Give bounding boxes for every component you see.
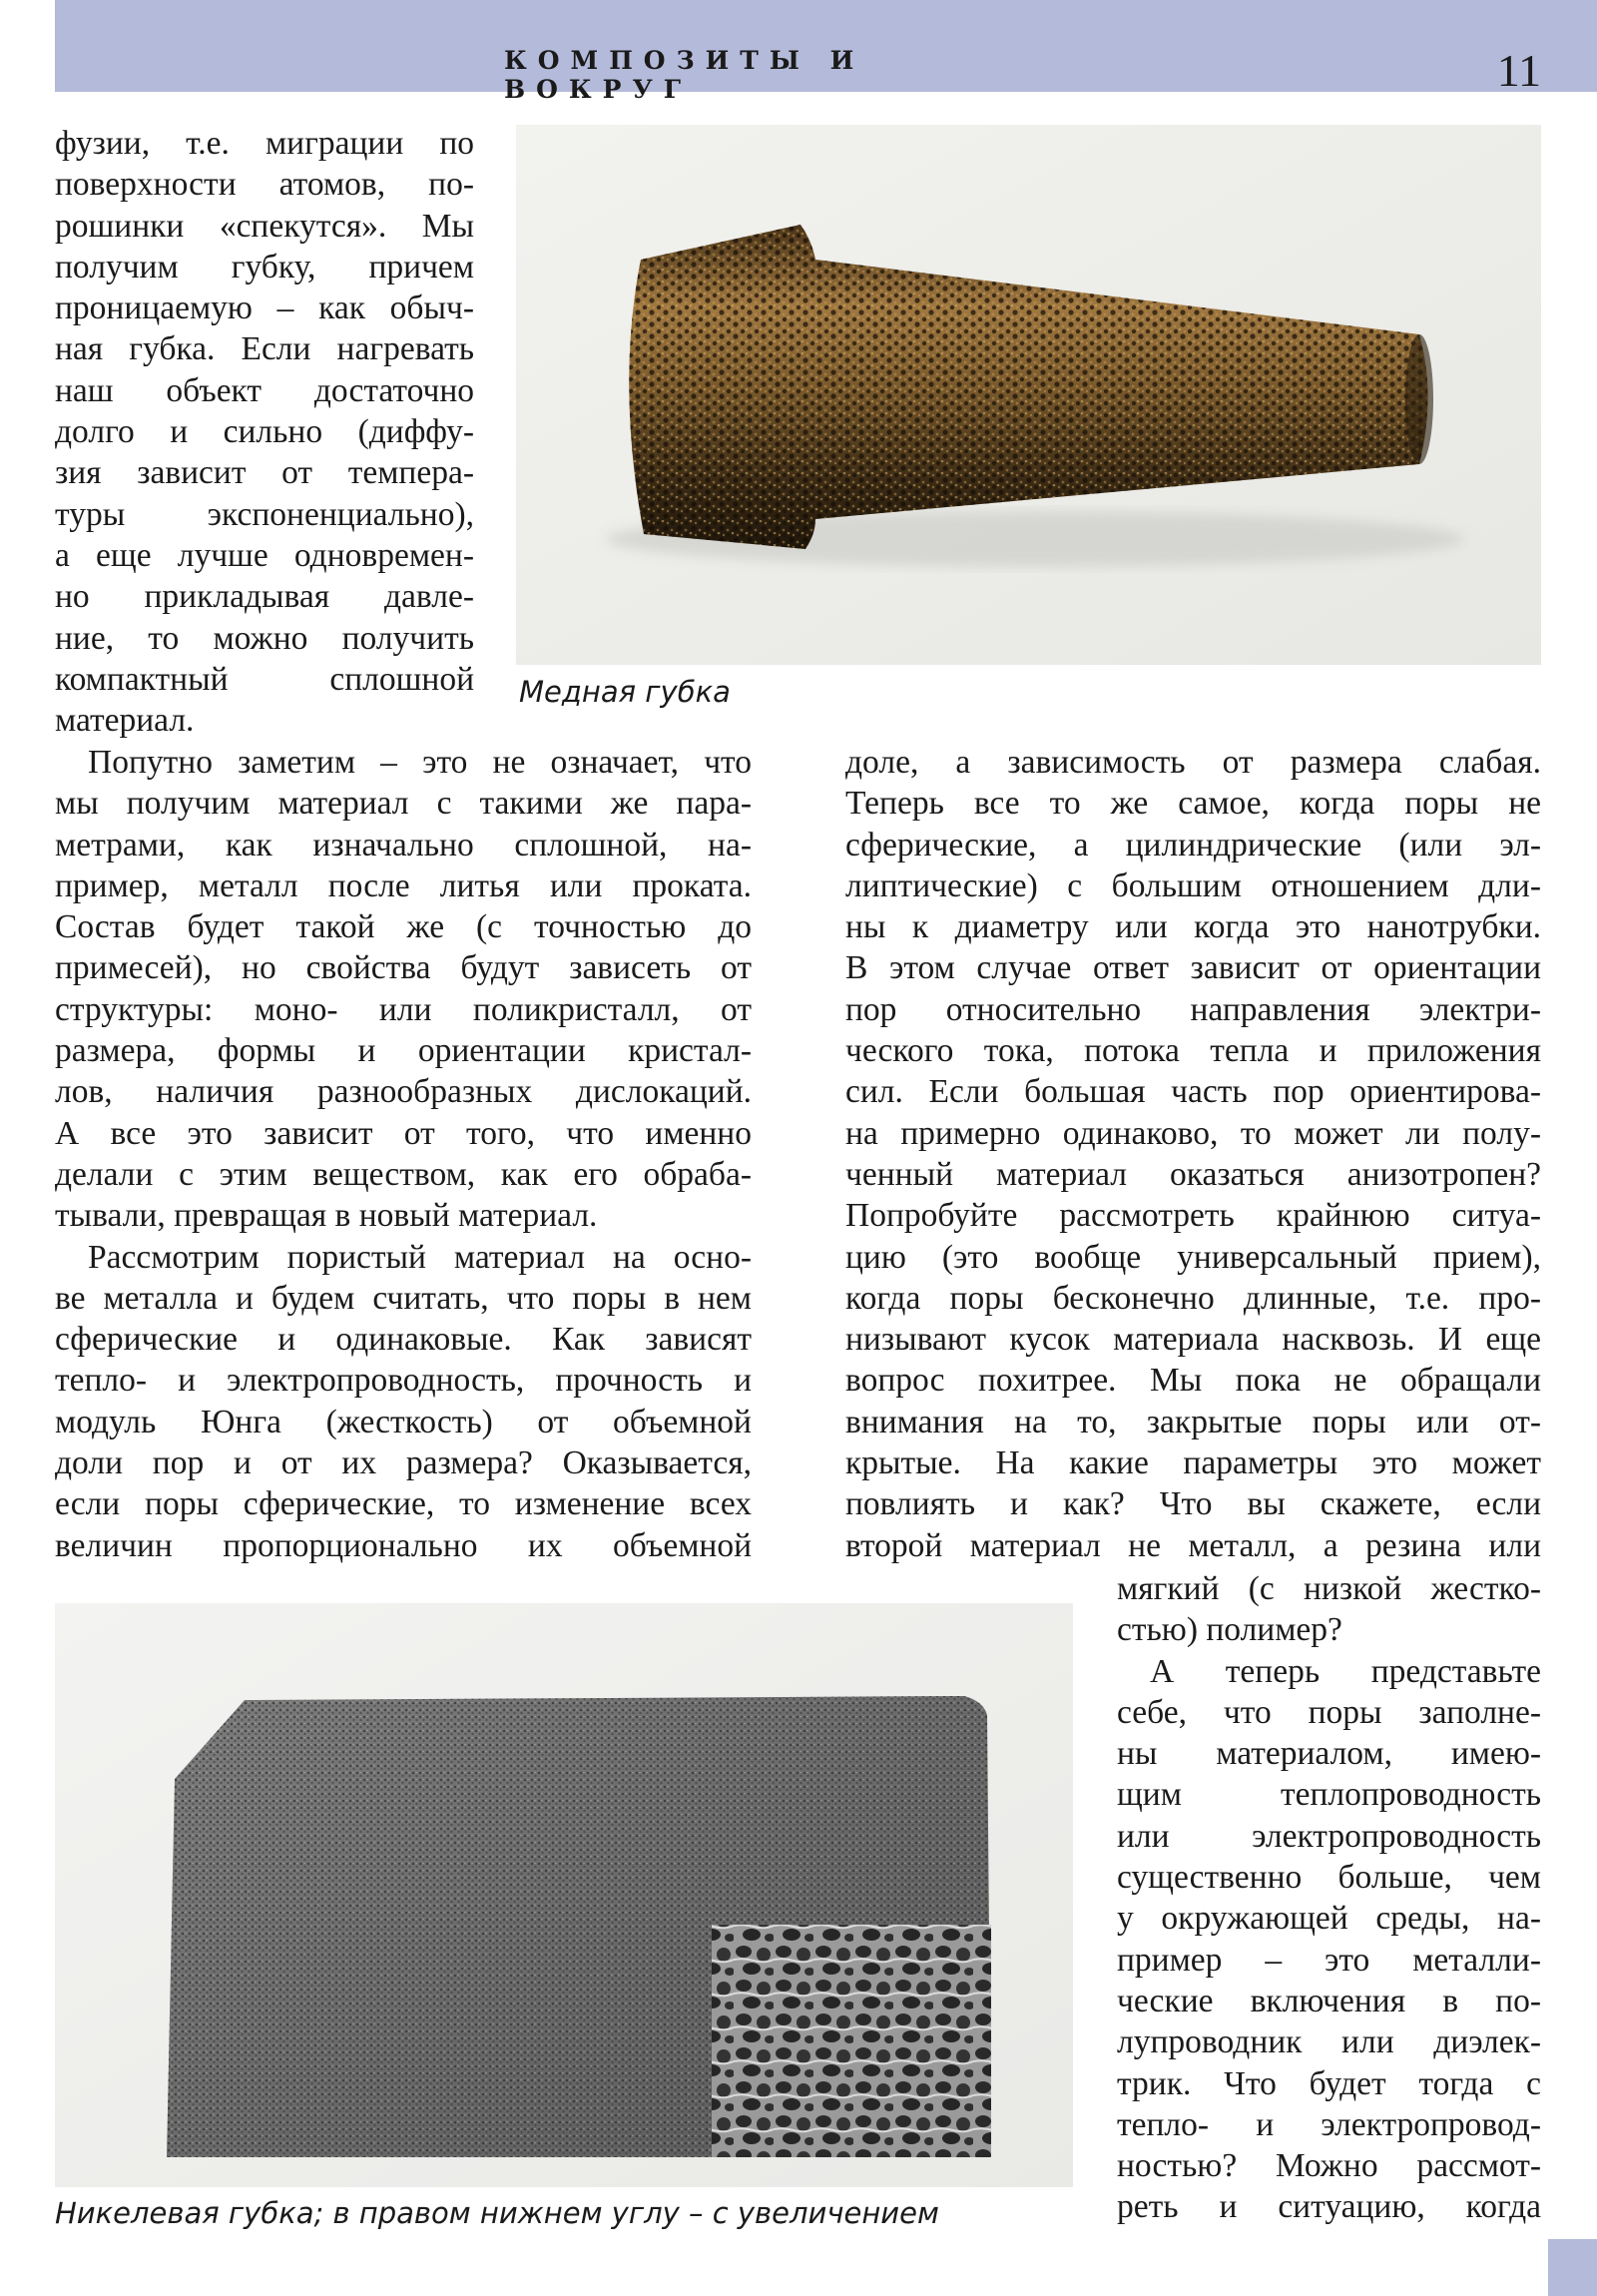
text-line: себе, что поры заполне- xyxy=(1117,1693,1541,1731)
text-line: низывают кусок материала насквозь. И еще xyxy=(845,1321,1541,1359)
text-line: цию (это вообще универсальный прием), xyxy=(845,1238,1541,1276)
text-line: повлиять и как? Что вы скажете, если xyxy=(845,1485,1541,1523)
text-line: Состав будет такой же (с точностью до xyxy=(55,908,752,946)
text-line: А все это зависит от того, что именно xyxy=(55,1114,752,1152)
text-line: доли пор и от их размера? Оказывается, xyxy=(55,1444,752,1482)
text-line: ческого тока, потока тепла и приложения xyxy=(845,1032,1541,1070)
text-line: долго и сильно (диффу- xyxy=(55,413,474,451)
running-head: КОМПОЗИТЫ И ВОКРУГ xyxy=(504,46,865,104)
text-column-right xyxy=(845,742,1541,1566)
copper-sponge-illustration xyxy=(516,125,1541,665)
page-number: 11 xyxy=(1496,45,1541,96)
text-line: фузии, т.е. миграции по xyxy=(55,125,474,162)
paragraph-polymer-end xyxy=(1117,1568,1541,1651)
text-line: размера, формы и ориентации кристал- xyxy=(55,1032,752,1070)
side-tab xyxy=(1548,2239,1597,2296)
text-column-left xyxy=(55,742,752,1566)
text-line: метрами, как изначально сплошной, на- xyxy=(55,826,752,863)
paragraph-anisotropy xyxy=(845,742,1541,1566)
copper-sponge-photo xyxy=(516,125,1541,665)
text-line: у окружающей среды, на- xyxy=(1117,1900,1541,1938)
paragraph-porous-material xyxy=(55,1237,752,1566)
text-line: В этом случае ответ зависит от ориентации xyxy=(845,949,1541,987)
text-line: реть и ситуацию, когда xyxy=(1117,2188,1541,2226)
text-line: компактный сплошной xyxy=(55,660,474,698)
text-line: когда поры бесконечно длинные, т.е. про- xyxy=(845,1279,1541,1317)
text-line: лов, наличия разнообразных дислокаций. xyxy=(55,1073,752,1111)
text-line: а еще лучше одновремен- xyxy=(55,536,474,574)
text-line: Попутно заметим – это не означает, что xyxy=(88,744,752,781)
nickel-sponge-illustration xyxy=(55,1603,1073,2187)
text-line: примесей), но свойства будут зависеть от xyxy=(55,949,752,987)
text-column-narrow xyxy=(1117,1568,1541,2228)
text-line: величин пропорционально их объемной xyxy=(55,1526,752,1564)
nickel-sponge-photo xyxy=(55,1603,1073,2187)
text-line: Попробуйте рассмотреть крайнюю ситуа- xyxy=(845,1197,1541,1235)
text-line: А теперь представьте xyxy=(1150,1652,1541,1690)
text-line: тепло- и электропровод- xyxy=(1117,2105,1541,2143)
text-line: мы получим материал с такими же пара- xyxy=(55,785,752,823)
text-line: стью) полимер? xyxy=(1117,1611,1342,1649)
text-line: но прикладывая давле- xyxy=(55,578,474,616)
text-line: крытые. На какие параметры это может xyxy=(845,1444,1541,1482)
text-line: проницаемую – как обыч- xyxy=(55,289,474,327)
text-line: или электропроводность xyxy=(1117,1817,1541,1855)
copper-sponge-caption: Медная губка xyxy=(519,675,731,709)
text-line: ны материалом, имею- xyxy=(1117,1735,1541,1773)
paragraph-diffusion xyxy=(55,123,474,741)
text-line: лупроводник или диэлек- xyxy=(1117,2023,1541,2061)
text-line: структуры: моно- или поликристалл, от xyxy=(55,990,752,1028)
text-line: если поры сферические, то изменение всех xyxy=(55,1485,752,1523)
text-line: ностью? Можно рассмот- xyxy=(1117,2147,1541,2185)
text-line: ческие включения в по- xyxy=(1117,1982,1541,2019)
text-line: пример – это металли- xyxy=(1117,1941,1541,1979)
text-line: мягкий (с низкой жестко- xyxy=(1117,1570,1541,1607)
text-line: туры экспоненциально), xyxy=(55,495,474,533)
text-line: внимания на то, закрытые поры или от- xyxy=(845,1403,1541,1440)
text-column-top xyxy=(55,123,474,741)
text-line: получим губку, причем xyxy=(55,248,474,286)
text-line: существенно больше, чем xyxy=(1117,1859,1541,1897)
text-line: тывали, превращая в новый материал. xyxy=(55,1197,598,1235)
text-line: ны к диаметру или когда это нанотрубки. xyxy=(845,908,1541,946)
text-line: Рассмотрим пористый материал на осно- xyxy=(88,1238,752,1276)
text-line: на примерно одинаково, то может ли полу- xyxy=(845,1114,1541,1152)
nickel-sponge-caption: Никелевая губка; в правом нижнем углу – с увеличением xyxy=(55,2196,939,2230)
text-line: сферические, а цилиндрические (или эл- xyxy=(845,826,1541,863)
text-line: ве металла и будем считать, что поры в нем xyxy=(55,1279,752,1317)
text-line: ченный материал оказаться анизотропен? xyxy=(845,1155,1541,1193)
text-line: рошинки «спекутся». Мы xyxy=(55,207,474,245)
text-line: ние, то можно получить xyxy=(55,619,474,657)
text-line: модуль Юнга (жесткость) от объемной xyxy=(55,1403,752,1440)
text-line: пример, металл после литья или проката. xyxy=(55,866,752,904)
text-line: сил. Если большая часть пор ориентирова- xyxy=(845,1073,1541,1111)
text-line: делали с этим веществом, как его обраба- xyxy=(55,1155,752,1193)
paragraph-structure xyxy=(55,742,752,1237)
text-line: пор относительно направления электри- xyxy=(845,990,1541,1028)
text-line: липтические) с большим отношением дли- xyxy=(845,866,1541,904)
text-line: доле, а зависимость от размера слабая. xyxy=(845,744,1541,781)
text-line: трик. Что будет тогда с xyxy=(1117,2064,1541,2102)
text-line: зия зависит от темпера- xyxy=(55,454,474,492)
text-line: материал. xyxy=(55,702,195,740)
text-line: второй материал не металл, а резина или xyxy=(845,1526,1541,1564)
text-line: наш объект достаточно xyxy=(55,371,474,409)
text-line: ная губка. Если нагревать xyxy=(55,330,474,368)
text-line: поверхности атомов, по- xyxy=(55,166,474,204)
text-line: тепло- и электропроводность, прочность и xyxy=(55,1362,752,1400)
text-line: вопрос похитрее. Мы пока не обращали xyxy=(845,1362,1541,1400)
paragraph-filled-pores xyxy=(1117,1651,1541,2228)
text-line: Теперь все то же самое, когда поры не xyxy=(845,785,1541,823)
text-line: сферические и одинаковые. Как зависят xyxy=(55,1321,752,1359)
text-line: щим теплопроводность xyxy=(1117,1776,1541,1814)
